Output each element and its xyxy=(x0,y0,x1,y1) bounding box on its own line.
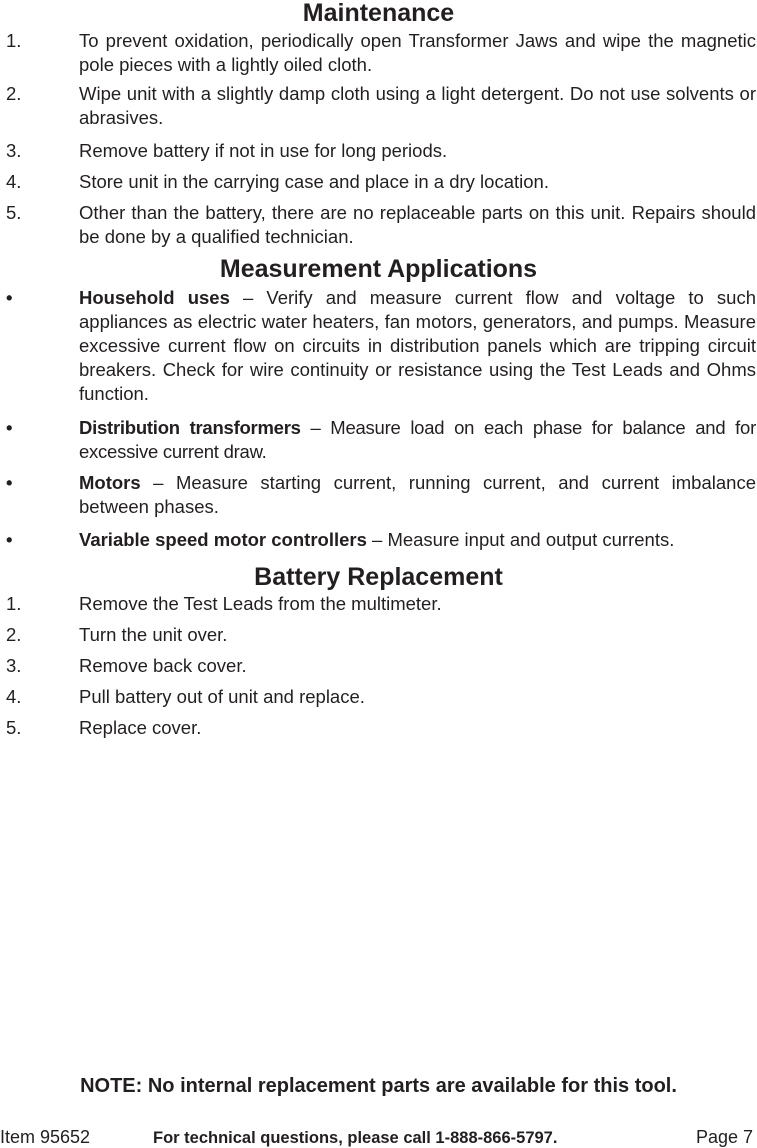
battery-item xyxy=(0,685,757,709)
item-text: Other than the battery, there are no replaceable parts on this unit. Repairs should be done by a qualified technician. xyxy=(79,202,756,247)
item-number: 5. xyxy=(6,202,22,223)
battery-heading: Battery Replacement xyxy=(254,563,503,591)
item-text: Remove the Test Leads from the multimeter. xyxy=(79,593,442,614)
item-number: 4. xyxy=(6,686,22,707)
application-item xyxy=(0,416,757,464)
bullet: • xyxy=(6,529,13,550)
maintenance-heading: Maintenance xyxy=(302,0,455,27)
item-term: Distribution transformers xyxy=(79,417,301,438)
item-text xyxy=(79,528,756,552)
applications-heading: Measurement Applications xyxy=(219,255,538,283)
maintenance-item xyxy=(0,201,757,249)
item-text: Store unit in the carrying case and place in a dry location. xyxy=(79,171,549,192)
application-item xyxy=(0,471,757,519)
item-number: 3. xyxy=(6,140,22,161)
item-term: Variable speed motor controllers xyxy=(79,529,367,550)
item-text: Turn the unit over. xyxy=(79,624,228,645)
application-item xyxy=(0,528,757,552)
item-description: – Measure input and output currents. xyxy=(366,529,675,550)
item-number: 2. xyxy=(6,624,22,645)
item-number: 1. xyxy=(6,593,22,614)
maintenance-item xyxy=(0,139,757,163)
item-number: 3. xyxy=(6,655,22,676)
item-number: 4. xyxy=(6,171,22,192)
maintenance-item xyxy=(0,29,757,77)
battery-item xyxy=(0,654,757,678)
footer-contact: For technical questions, please call 1-888-866-5797. xyxy=(153,1129,558,1147)
battery-item xyxy=(0,623,757,647)
item-text: Remove back cover. xyxy=(79,655,247,676)
battery-item xyxy=(0,592,757,616)
item-text xyxy=(79,416,756,464)
maintenance-item xyxy=(0,82,757,130)
application-item xyxy=(0,286,757,406)
item-number: 1. xyxy=(6,30,22,51)
item-description: – Measure starting current, running current, and current imbalance between phases. xyxy=(79,472,756,517)
item-description: – Verify and measure current flow and voltage to such appliances as electric water heaters, fan motors, generators, and pumps. Measure excessive current flow on circuits in distribution panels which are tripping circuit breakers. Check for wire continuity or resistance using the Test Leads and Ohms function. xyxy=(79,287,756,404)
bullet: • xyxy=(6,287,13,308)
footer-page-number: Page 7 xyxy=(695,1127,753,1147)
footer-item-number: Item 95652 xyxy=(0,1127,91,1147)
maintenance-item xyxy=(0,170,757,194)
bullet: • xyxy=(6,472,13,493)
item-text xyxy=(79,286,756,406)
item-number: 5. xyxy=(6,717,22,738)
replacement-parts-note: NOTE: No internal replacement parts are available for this tool. xyxy=(80,1075,677,1097)
battery-item xyxy=(0,716,757,740)
item-text: Wipe unit with a slightly damp cloth using a light detergent. Do not use solvents or abrasives. xyxy=(79,83,756,128)
item-term: Motors xyxy=(79,472,141,493)
bullet: • xyxy=(6,417,13,438)
item-text: To prevent oxidation, periodically open Transformer Jaws and wipe the magnetic pole pieces with a lightly oiled cloth. xyxy=(79,30,756,75)
item-text xyxy=(79,471,756,519)
item-text: Replace cover. xyxy=(79,717,202,738)
item-term: Household uses xyxy=(79,287,230,308)
item-text: Pull battery out of unit and replace. xyxy=(79,686,365,707)
item-description: – Measure load on each phase for balance and for excessive current draw. xyxy=(79,417,756,462)
item-number: 2. xyxy=(6,83,22,104)
item-text: Remove battery if not in use for long periods. xyxy=(79,140,448,161)
